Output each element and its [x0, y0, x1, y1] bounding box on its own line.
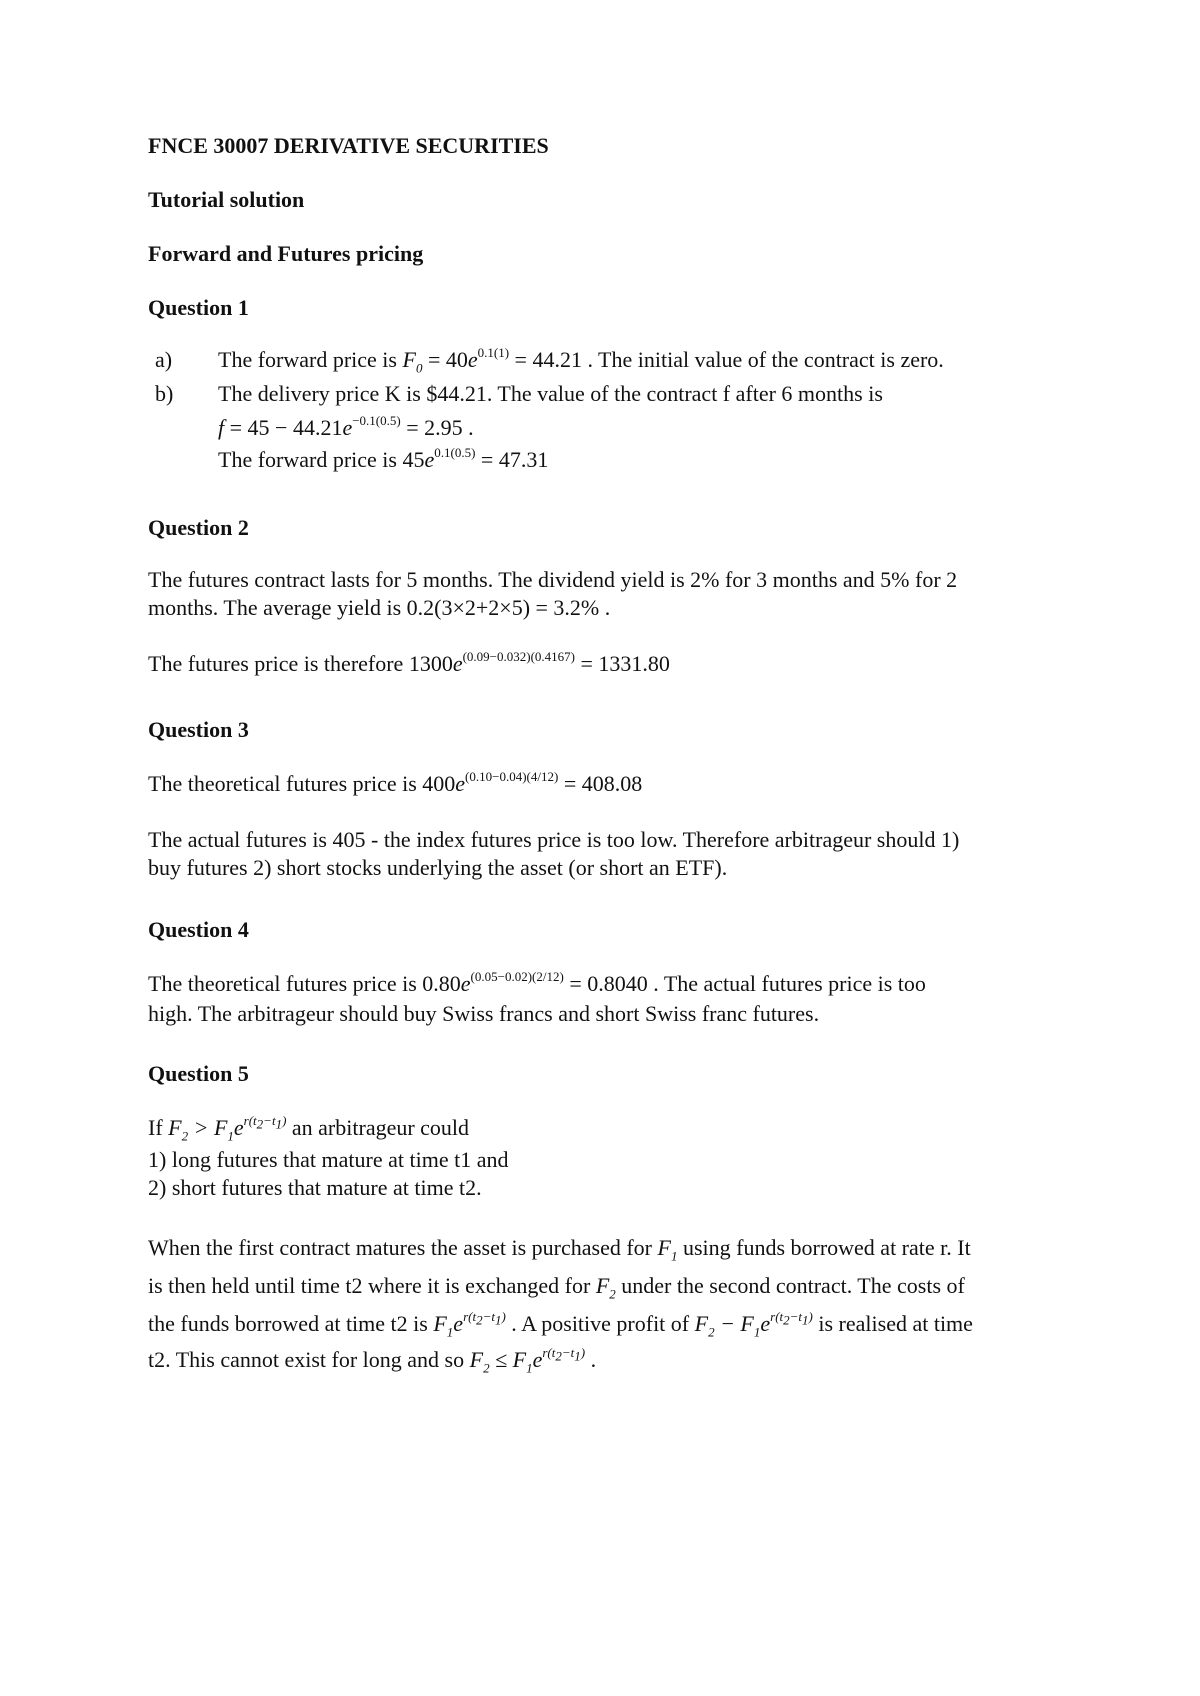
q5-if-pre: If [148, 1115, 169, 1140]
q5-p3-pre: the funds borrowed at time t2 is [148, 1311, 434, 1336]
q1-a-exp: 0.1(1) [477, 344, 510, 360]
q2-line1: The futures contract lasts for 5 months. The dividend yield is 2% for 3 months and 5% for 2 [148, 567, 958, 592]
q5-p4-ineq-exp: r(t2−t1) [542, 1344, 586, 1364]
q1-heading: Question 1 [148, 295, 249, 320]
q5-if-line [148, 1114, 469, 1142]
q5-p4-pre: t2. This cannot exist for long and so [148, 1347, 470, 1372]
q1-b-line1: The delivery price K is $44.21. The value of the contract f after 6 months is [218, 381, 883, 406]
q4-line1 [148, 970, 926, 998]
q3-line3: buy futures 2) short stocks underlying the asset (or short an ETF). [148, 855, 728, 880]
q1-b-e: e [342, 415, 353, 440]
q5-p4-post: . [585, 1347, 597, 1372]
q1-a-pre: The forward price is [218, 347, 397, 372]
q1-b-f-exp: −0.1(0.5) [352, 412, 401, 428]
q5-step2: 2) short futures that mature at time t2. [148, 1175, 482, 1200]
q1-a-mid: = 40 [422, 347, 468, 372]
q3-line1-post: = 408.08 [558, 771, 643, 796]
q5-p2-pre: is then held until time t2 where it is exchanged for [148, 1273, 596, 1298]
q5-if-expr: $F_2 > F_1e$ [168, 1115, 244, 1144]
q5-p3-profit: $F_2 - F_1e$ [694, 1311, 771, 1340]
q4-line2: high. The arbitrageur should buy Swiss francs and short Swiss franc futures. [148, 1001, 820, 1026]
q5-p2-post: under the second contract. The costs of [615, 1273, 965, 1298]
q5-p3-mid: . A positive profit of [505, 1311, 695, 1336]
q1-b-line3-post: = 47.31 [475, 447, 549, 472]
q4-line1-post: = 0.8040 . The actual futures price is too [563, 971, 926, 996]
q1-b-line3-exp: 0.1(0.5) [434, 444, 476, 460]
q2-line3-e: e [452, 651, 463, 676]
q5-p3-cost-exp: r(t2−t1) [463, 1308, 506, 1328]
q2-line2: months. The average yield is 0.2(3×2+2×5) = 3.2% . [148, 595, 611, 620]
q5-para-line1 [148, 1234, 971, 1262]
q5-p2-f2: $F_2$ [595, 1273, 616, 1302]
q1-b-line3-e: e [424, 447, 435, 472]
q2-line3-exp: (0.09−0.032)(0.4167) [462, 648, 575, 664]
q3-line1 [148, 770, 642, 798]
q1-b-line2 [218, 414, 474, 442]
q5-p4-ineq: $F_2 \le F_1e$ [469, 1347, 543, 1376]
q5-if-exp: r(t2−t1) [243, 1112, 287, 1132]
q2-line3-post: = 1331.80 [575, 651, 670, 676]
q2-line3 [148, 650, 670, 678]
q5-p3-profit-exp: r(t2−t1) [770, 1308, 813, 1328]
q4-line1-pre: The theoretical futures price is 0.80 [148, 971, 461, 996]
q5-p1-f1: $F_1$ [657, 1235, 678, 1264]
q1-a-post: = 44.21 . The initial value of the contract is zero. [509, 347, 944, 372]
q1-a-label: a) [155, 347, 173, 372]
q5-if-post: an arbitrageur could [286, 1115, 470, 1140]
document-type: Tutorial solution [148, 187, 305, 212]
q1-b-line3 [218, 446, 548, 474]
document-topic: Forward and Futures pricing [148, 241, 424, 266]
q2-line3-pre: The futures price is therefore 1300 [148, 651, 453, 676]
q5-para-line4 [148, 1346, 596, 1374]
q5-p3-post: is realised at time [812, 1311, 973, 1336]
q5-p1-pre: When the first contract matures the asset is purchased for [148, 1235, 658, 1260]
q1-b-line3-pre: The forward price is 45 [218, 447, 425, 472]
q5-p3-cost: $F_1e$ [433, 1311, 464, 1340]
q3-line1-e: e [455, 771, 466, 796]
q3-heading: Question 3 [148, 717, 249, 742]
q1-b-f: f [218, 415, 225, 440]
q1-b-f-mid: = 45 − 44.21 [224, 415, 343, 440]
q5-para-line2 [148, 1272, 965, 1300]
q5-para-line3 [148, 1310, 973, 1338]
q1-a-f0: $F_0$ [402, 347, 423, 376]
q1-b-label: b) [155, 381, 174, 406]
q3-line1-pre: The theoretical futures price is 400 [148, 771, 456, 796]
q5-p1-post: using funds borrowed at rate r. It [677, 1235, 971, 1260]
q1-a-e: e [467, 347, 478, 372]
q2-heading: Question 2 [148, 515, 249, 540]
q1-b-f-post: = 2.95 . [400, 415, 474, 440]
q4-heading: Question 4 [148, 917, 249, 942]
q1-a-text [218, 346, 944, 374]
course-title: FNCE 30007 DERIVATIVE SECURITIES [148, 133, 549, 158]
q3-line2: The actual futures is 405 - the index futures price is too low. Therefore arbitrageur should 1) [148, 827, 960, 852]
q5-heading: Question 5 [148, 1061, 249, 1086]
q4-line1-e: e [460, 971, 471, 996]
q4-line1-exp: (0.05−0.02)(2/12) [470, 968, 564, 984]
q5-step1: 1) long futures that mature at time t1 and [148, 1147, 509, 1172]
q3-line1-exp: (0.10−0.04)(4/12) [465, 768, 559, 784]
